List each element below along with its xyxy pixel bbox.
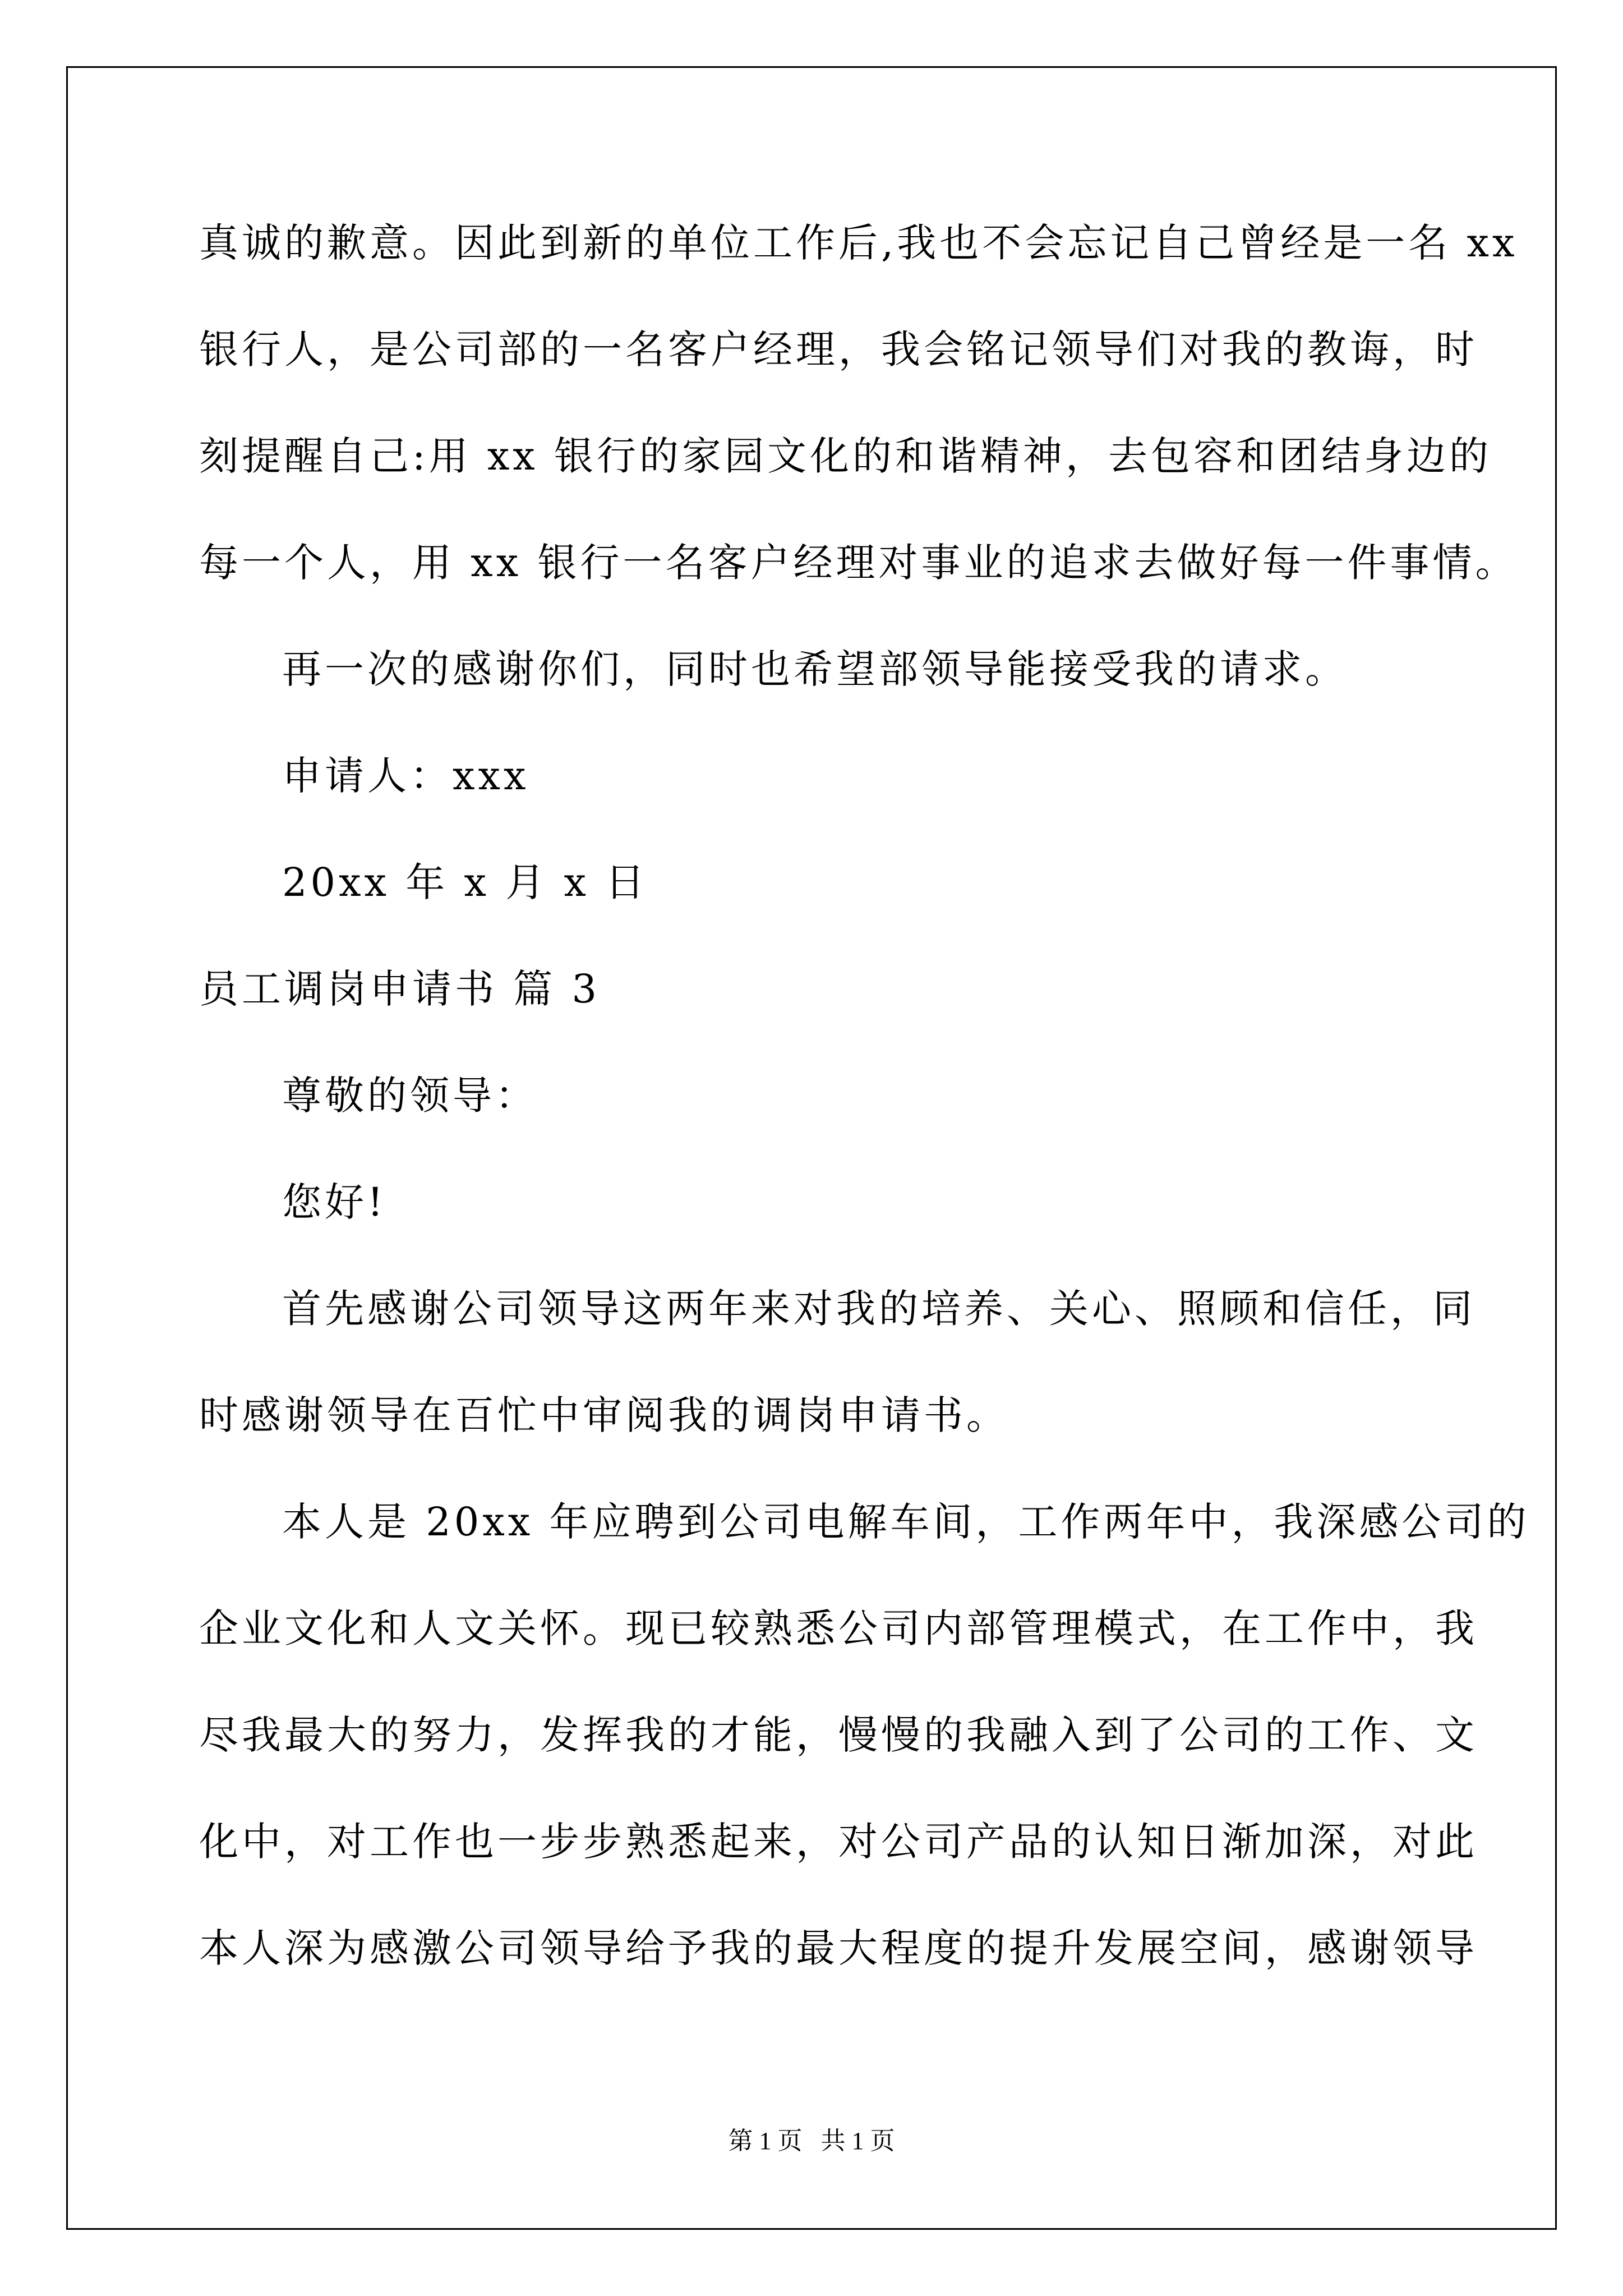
text-line: 尽我最大的努力，发挥我的才能，慢慢的我融入到了公司的工作、文: [199, 1712, 1478, 1758]
text-line: 刻提醒自己:用 xx 银行的家园文化的和谐精神，去包容和团结身边的: [199, 433, 1492, 479]
text-line: 首先感谢公司领导这两年来对我的培养、关心、照顾和信任，同: [282, 1286, 1476, 1332]
text-line: 员工调岗申请书 篇 3: [199, 966, 601, 1012]
text-line: 企业文化和人文关怀。现已较熟悉公司内部管理模式，在工作中，我: [199, 1605, 1478, 1651]
text-line: 本人深为感激公司领导给予我的最大程度的提升发展空间，感谢领导: [199, 1925, 1478, 1971]
document-body: [199, 220, 1530, 2035]
text-line: 您好!: [282, 1179, 387, 1225]
text-line: 真诚的歉意。因此到新的单位工作后,我也不会忘记自己曾经是一名 xx: [199, 220, 1518, 266]
text-line: 银行人，是公司部的一名客户经理，我会铭记领导们对我的教诲，时: [199, 326, 1478, 372]
page-footer: 第 1 页 共 1 页: [728, 2127, 895, 2155]
text-line: 化中，对工作也一步步熟悉起来，对公司产品的认知日渐加深，对此: [199, 1819, 1478, 1865]
text-line: 再一次的感谢你们，同时也希望部领导能接受我的请求。: [282, 646, 1348, 692]
text-line: 尊敬的领导：: [282, 1073, 538, 1119]
text-line: 本人是 20xx 年应聘到公司电解车间，工作两年中，我深感公司的: [282, 1499, 1530, 1545]
text-line: 申请人：xxx: [282, 753, 529, 799]
text-line: 时感谢领导在百忙中审阅我的调岗申请书。: [199, 1392, 1009, 1438]
text-line: 20xx 年 x 月 x 日: [282, 859, 648, 905]
text-line: 每一个人，用 xx 银行一名客户经理对事业的追求去做好每一件事情。: [199, 540, 1518, 586]
